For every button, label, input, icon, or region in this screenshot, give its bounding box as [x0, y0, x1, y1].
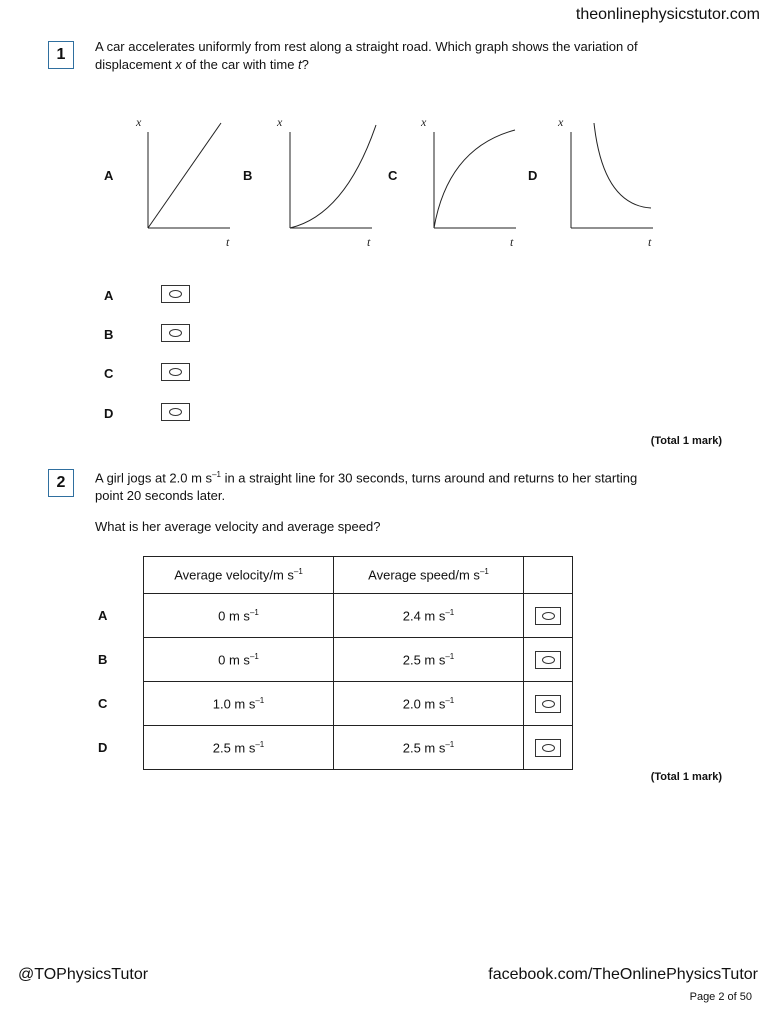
- var-t: t: [298, 57, 302, 72]
- page-number: Page 2 of 50: [689, 991, 752, 1003]
- oval-icon: [542, 744, 555, 752]
- question-2-number: 2: [48, 469, 74, 497]
- graph-label-d: D: [528, 168, 538, 183]
- q1-graphs: [0, 0, 768, 260]
- q1-option-a-label: A: [104, 288, 114, 303]
- q2-option-b-checkbox[interactable]: [535, 651, 561, 669]
- oval-icon: [542, 700, 555, 708]
- graph-a-x-label: t: [226, 235, 230, 249]
- velocity-cell: 0 m $s^{-1}$: [144, 594, 334, 638]
- twitter-handle[interactable]: @TOPhysicsTutor: [18, 966, 149, 983]
- speed-cell: 2.0 m $s^{-1}$: [334, 682, 524, 726]
- graph-b: [276, 115, 376, 249]
- q1-option-c-checkbox[interactable]: [161, 363, 190, 381]
- q2-row-b-label: B: [98, 652, 108, 667]
- col-box-header: [524, 557, 573, 594]
- graph-d-x-label: t: [648, 235, 652, 249]
- oval-icon: [169, 290, 182, 298]
- oval-icon: [169, 408, 182, 416]
- graph-label-c: C: [388, 168, 398, 183]
- q2-row-c-label: C: [98, 696, 108, 711]
- question-2-line1: A girl jogs at 2.0 m $s^{-1}$ in a straight line for 30 seconds, turns around and returns to her starting: [95, 470, 638, 486]
- q1-option-a-checkbox[interactable]: [161, 285, 190, 303]
- question-2-prompt: What is her average velocity and average speed?: [95, 519, 381, 534]
- col-speed-header: Average speed/m $s^{-1}$: [334, 557, 524, 594]
- q2-total-mark: (Total 1 mark): [650, 771, 722, 783]
- oval-icon: [169, 329, 182, 337]
- question-2-text: [95, 466, 695, 505]
- velocity-cell: 0 m $s^{-1}$: [144, 638, 334, 682]
- graph-label-b: B: [243, 168, 253, 183]
- table-row: [144, 726, 573, 770]
- table-row: [144, 594, 573, 638]
- graph-a-y-label: x: [136, 115, 142, 129]
- checkbox-cell: [524, 638, 573, 682]
- graph-c-y-label: x: [421, 115, 427, 129]
- table-header-row: [144, 557, 573, 594]
- graph-label-a: A: [104, 168, 114, 183]
- checkbox-cell: [524, 726, 573, 770]
- table-row: [144, 638, 573, 682]
- col-velocity-header: Average velocity/m $s^{-1}$: [144, 557, 334, 594]
- table-row: [144, 682, 573, 726]
- site-url: theonlinephysicstutor.com: [575, 6, 760, 23]
- speed-cell: 2.5 m $s^{-1}$: [334, 726, 524, 770]
- graph-d: [557, 115, 653, 249]
- q1-option-d-checkbox[interactable]: [161, 403, 190, 421]
- q1-option-b-checkbox[interactable]: [161, 324, 190, 342]
- speed-cell: 2.5 m $s^{-1}$: [334, 638, 524, 682]
- oval-icon: [542, 612, 555, 620]
- q2-option-d-checkbox[interactable]: [535, 739, 561, 757]
- q2-answer-table: [143, 556, 573, 770]
- graph-a: [135, 115, 230, 249]
- graph-b-x-label: t: [367, 235, 371, 249]
- velocity-cell: 2.5 m $s^{-1}$: [144, 726, 334, 770]
- q2-option-a-checkbox[interactable]: [535, 607, 561, 625]
- speed-cell: 2.4 m $s^{-1}$: [334, 594, 524, 638]
- graph-d-y-label: x: [558, 115, 564, 129]
- q1-option-d-label: D: [104, 406, 114, 421]
- q1-total-mark: (Total 1 mark): [650, 435, 722, 447]
- checkbox-cell: [524, 594, 573, 638]
- facebook-link[interactable]: facebook.com/TheOnlinePhysicsTutor: [488, 966, 758, 983]
- graph-c: [420, 115, 516, 249]
- question-2-line2: point 20 seconds later.: [95, 488, 226, 504]
- q1-option-b-label: B: [104, 327, 114, 342]
- oval-icon: [169, 368, 182, 376]
- question-1-line1: A car accelerates uniformly from rest along a straight road. Which graph shows the variation of: [95, 39, 638, 54]
- graph-c-x-label: t: [510, 235, 514, 249]
- graph-b-y-label: x: [277, 115, 283, 129]
- q1-option-c-label: C: [104, 366, 114, 381]
- q2-row-d-label: D: [98, 740, 108, 755]
- q2-row-a-label: A: [98, 608, 108, 623]
- oval-icon: [542, 656, 555, 664]
- q2-option-c-checkbox[interactable]: [535, 695, 561, 713]
- var-x: x: [175, 57, 182, 72]
- question-1-line2: displacement x of the car with time t?: [95, 57, 309, 72]
- question-1-number: 1: [48, 41, 74, 69]
- checkbox-cell: [524, 682, 573, 726]
- velocity-cell: 1.0 m $s^{-1}$: [144, 682, 334, 726]
